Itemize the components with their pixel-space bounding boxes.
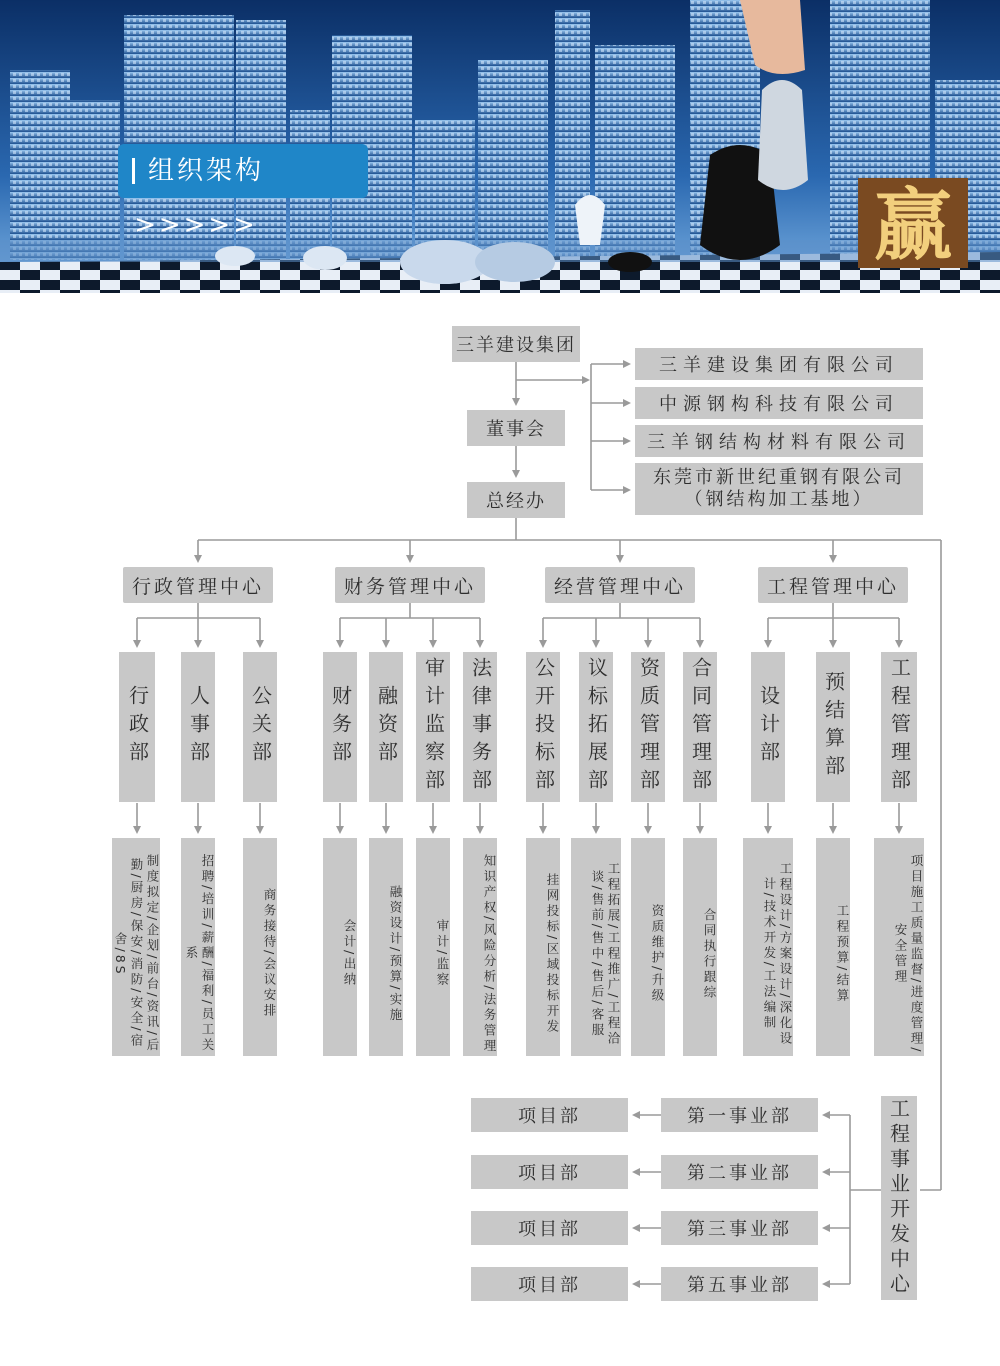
dept-label: 公开投标部 xyxy=(531,657,556,797)
duty-text: 商务接待/会议安排 xyxy=(262,888,277,1020)
dept-label: 财务部 xyxy=(328,685,353,769)
dept-box xyxy=(683,652,717,802)
duty-text: 审计/监察 xyxy=(435,919,450,989)
dept-label: 议标拓展部 xyxy=(584,657,609,797)
duty-box xyxy=(816,838,850,1056)
board-box xyxy=(467,410,565,446)
project-dept-box xyxy=(471,1267,628,1301)
company-name: 东莞市新世纪重钢有限公司 xyxy=(653,467,905,488)
dept-box xyxy=(526,652,560,802)
dept-box xyxy=(181,652,215,802)
division-label: 第五事业部 xyxy=(687,1275,792,1296)
duty-text: 合同执行跟综 xyxy=(702,907,717,1001)
project-dept-label: 项目部 xyxy=(518,1106,581,1127)
gm-office-label: 总经办 xyxy=(486,491,546,512)
duty-box xyxy=(631,838,665,1056)
dept-box xyxy=(881,652,917,802)
duty-text: 工程设计/方案设计/深化设计/技术开发/工法编制 xyxy=(762,861,793,1047)
dept-box xyxy=(816,652,850,802)
division-box xyxy=(661,1155,818,1189)
duty-box xyxy=(526,838,560,1056)
duty-text: 项目施工质量监督/进度管理/安全管理 xyxy=(893,853,924,1055)
center-box xyxy=(545,567,695,603)
duty-text: 工程预算/结算 xyxy=(835,903,850,1005)
center-label: 行政管理中心 xyxy=(131,575,264,598)
dept-label: 公关部 xyxy=(248,685,273,769)
company-box xyxy=(635,348,923,380)
dept-box xyxy=(323,652,357,802)
duty-box xyxy=(243,838,277,1056)
duty-text: 挂网投标/区域投标开发 xyxy=(545,872,560,1036)
board-label: 董事会 xyxy=(486,419,546,440)
duty-box xyxy=(369,838,403,1056)
duty-box xyxy=(463,838,497,1056)
win-logo-char: 赢 xyxy=(873,181,953,271)
company-name: 中源钢构科技有限公司 xyxy=(659,394,899,415)
division-box xyxy=(661,1267,818,1301)
duty-text: 融资设计/预算/实施 xyxy=(388,884,403,1024)
dept-label: 行政部 xyxy=(125,685,150,769)
dept-label: 审计监察部 xyxy=(421,657,446,797)
engineering-center-label: 工程事业开发中心 xyxy=(886,1098,911,1298)
division-box xyxy=(661,1098,818,1132)
duty-box xyxy=(874,838,924,1056)
dept-box xyxy=(579,652,613,802)
division-box xyxy=(661,1211,818,1245)
group-box xyxy=(452,326,580,362)
dept-box xyxy=(243,652,277,802)
dept-label: 人事部 xyxy=(186,685,211,769)
duty-text: 资质维护/升级 xyxy=(650,903,665,1005)
dept-label: 设计部 xyxy=(756,685,781,769)
project-dept-label: 项目部 xyxy=(518,1275,581,1296)
center-box xyxy=(335,567,485,603)
project-dept-label: 项目部 xyxy=(518,1163,581,1184)
company-name: 三羊钢结构材料有限公司 xyxy=(647,432,911,453)
company-subtitle: （钢结构加工基地） xyxy=(684,489,874,510)
company-box xyxy=(635,387,923,419)
duty-text: 会计/出纳 xyxy=(342,919,357,989)
dept-label: 合同管理部 xyxy=(688,657,713,797)
division-label: 第三事业部 xyxy=(687,1219,792,1240)
duty-text: 制度拟定/企划/前台/资讯/后勤/厨房/保安/消防/安全/宿舍/8S xyxy=(113,854,160,1054)
duty-box xyxy=(571,838,621,1056)
duty-box xyxy=(683,838,717,1056)
project-dept-box xyxy=(471,1211,628,1245)
engineering-center-box xyxy=(881,1096,917,1300)
dept-box xyxy=(463,652,497,802)
dept-label: 资质管理部 xyxy=(636,657,661,797)
dept-label: 法律事务部 xyxy=(468,657,493,797)
duty-box xyxy=(323,838,357,1056)
dept-box xyxy=(751,652,785,802)
center-label: 财务管理中心 xyxy=(343,575,476,598)
project-dept-box xyxy=(471,1155,628,1189)
dept-label: 预结算部 xyxy=(821,671,846,783)
duty-box xyxy=(112,838,160,1056)
center-label: 工程管理中心 xyxy=(766,575,899,598)
duty-box xyxy=(181,838,215,1056)
duty-text: 工程拓展/工程推广/工程洽谈/售前/售中/售后/客服 xyxy=(590,861,621,1047)
dept-box xyxy=(119,652,155,802)
dept-box xyxy=(416,652,450,802)
center-box xyxy=(123,567,273,603)
company-box xyxy=(635,463,923,515)
duty-box xyxy=(743,838,793,1056)
banner-title-text: 组织架构>>>>> xyxy=(134,156,265,240)
dept-label: 工程管理部 xyxy=(887,657,912,797)
duty-text: 知识产权/风险分析/法务管理 xyxy=(482,853,497,1055)
center-box xyxy=(758,567,908,603)
gm-office-box xyxy=(467,482,565,518)
dept-box xyxy=(631,652,665,802)
division-label: 第二事业部 xyxy=(687,1163,792,1184)
project-dept-box xyxy=(471,1098,628,1132)
group-label: 三羊建设集团 xyxy=(456,335,576,356)
division-label: 第一事业部 xyxy=(687,1106,792,1127)
dept-label: 融资部 xyxy=(374,685,399,769)
duty-box xyxy=(416,838,450,1056)
company-name: 三羊建设集团有限公司 xyxy=(659,355,899,376)
company-box xyxy=(635,425,923,457)
dept-box xyxy=(369,652,403,802)
duty-text: 招聘/培训/薪酬/福利/员工关系 xyxy=(184,854,215,1054)
center-label: 经营管理中心 xyxy=(553,575,686,598)
project-dept-label: 项目部 xyxy=(518,1219,581,1240)
